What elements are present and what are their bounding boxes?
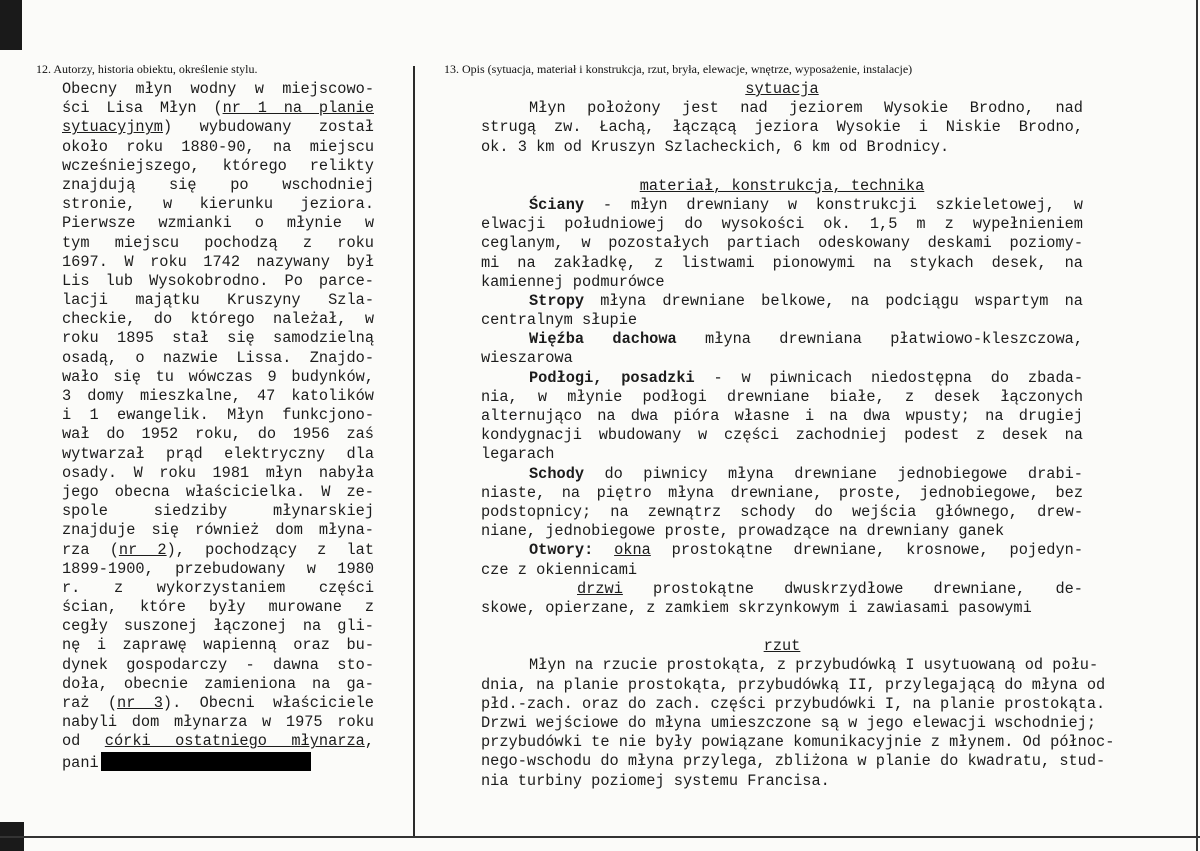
desc-line: przybudówki te nie były powiązane komunikacyjnie z młynem. Od północ- [481,733,1115,752]
desc-line: Więźba dachowa młyna drewniana płatwiowo-kleszczowa, [529,330,1084,349]
section-12-heading: 12. Autorzy, historia obiektu, określenie stylu. [36,62,258,76]
subheading-sytuacja: sytuacja [745,80,819,98]
desc-line: Młyn na rzucie prostokąta, z przybudówką I usytuowaną od połu- [529,656,1099,675]
history-line: doła, obecnie zamieniona na ga- [62,674,374,693]
desc-line: płd.-zach. oraz do zach. części przybudówki I, na planie prostokąta. [481,694,1106,713]
desc-line: mi na zakładkę, z listwami pionowymi na stykach desek, na [481,253,1083,272]
history-line: od córki ostatniego młynarza, [62,732,374,751]
history-line: osady. W roku 1981 młyn nabyła [62,463,374,482]
history-line: ścian, które były murowane z [62,598,374,617]
desc-line: centralnym słupie [481,311,638,330]
history-line: wało się tu wówczas 9 budynków, [62,367,374,386]
history-line: wał do 1952 roku, do 1956 zaś [62,425,374,444]
desc-line: kamiennej podmurówce [481,272,665,291]
history-line: wytwarzał prąd elektryczny dla [62,444,374,463]
redacted-name-block [101,752,311,771]
desc-line: podstopnicy; na zewnątrz schody do wejścia głównego, drew- [481,502,1083,521]
desc-line: Otwory: okna prostokątne drewniane, krosnowe, pojedyn- [529,541,1083,560]
history-line: 3 domy mieszkalne, 47 katolików [62,387,374,405]
scan-corner-top-left [0,0,22,50]
history-line: znajdują się po wschodniej [62,175,374,194]
desc-line: Ściany - młyn drewniany w konstrukcji szkieletowej, w [529,195,1083,214]
history-line: Pierwsze wzmianki o młynie w [62,214,374,233]
history-line: około roku 1880-90, na miejscu [62,137,374,156]
subheading-rzut: rzut [763,637,801,656]
desc-line: drzwi prostokątne dwuskrzydłowe drewniane, de- [577,579,1083,598]
desc-line: alternująco na dwa pióra własne i na dwa wpusty; na drugiej [481,407,1083,425]
history-line: 1899-1900, przebudowany w 1980 [62,559,374,578]
history-line: r. z wykorzystaniem części [62,578,374,597]
history-line: nabyli dom młynarza w 1975 roku [62,713,374,732]
frame-right-line [1196,0,1198,851]
desc-line: legarach [481,445,555,464]
history-line: spole siedziby młynarskiej [62,502,374,521]
history-line: 1697. W roku 1742 nazywany był [62,252,374,271]
history-line: raż (nr 3). Obecni właściciele [62,694,374,712]
desc-line: Drzwi wejściowe do młyna umieszczone są w jego elewacji wschodniej; [481,714,1097,732]
history-line: stronie, w kierunku jeziora. [62,195,374,214]
history-line: cegły suszonej łączonej na gli- [62,617,374,636]
description-text [481,80,1115,791]
desc-line: nia turbiny poziomej systemu Francisa. [481,771,830,790]
history-line: sytuacyjnym) wybudowany został [62,118,374,137]
section-13-heading: 13. Opis (sytuacja, materiał i konstrukcja, rzut, bryła, elewacje, wnętrze, wyposażenie, instalacje) [444,62,913,76]
history-line: lacji majątku Kruszyny Szla- [62,291,374,310]
desc-line: Stropy młyna drewniane belkowe, na podciągu wspartym na [529,291,1083,310]
history-line: dynek gospodarczy - dawna sto- [62,655,374,674]
desc-line: niane, jednobiegowe proste, prowadzące na drewniany ganek [481,522,1005,541]
history-line: Lis lub Wysokobrodno. Po parce- [62,271,374,290]
desc-line: Młyn położony jest nad jeziorem Wysokie Brodno, nad [529,99,1083,118]
history-line: Obecny młyn wodny w miejscowo- [62,80,374,98]
history-line: rza (nr 2), pochodzący z lat [62,540,374,559]
subheading-material: materiał, konstrukcja, technika [639,176,925,195]
desc-line: wieszarowa [481,349,573,368]
column-divider [413,66,415,836]
desc-line: niaste, na piętro młyna drewniane, proste, jednobiegowe, bez [481,483,1083,502]
desc-line: ok. 3 km od Kruszyn Szlacheckich, 6 km od Brodnicy. [481,137,950,156]
desc-line: nia, w młynie podłogi drewniane białe, z desek łączonych [481,387,1083,406]
desc-line: skowe, opierzane, z zamkiem skrzynkowym i zawiasami pasowymi [481,598,1032,617]
history-line: i 1 ewangelik. Młyn funkcjono- [62,406,374,425]
history-text [62,80,374,771]
desc-line: ceglanym, w pozostałych partiach odeskowany deskami poziomy- [481,234,1083,253]
desc-line: Schody do piwnicy młyna drewniane jednobiegowe drabi- [529,464,1083,483]
history-line: znajduje się również dom młyna- [62,521,374,540]
history-line: nę i zaprawę wapienną oraz bu- [62,636,374,655]
desc-line: cze z okiennicami [481,560,638,579]
history-line: pani [62,752,374,771]
history-line: ści Lisa Młyn (nr 1 na planie [62,99,374,118]
history-line: osadą, o nazwie Lissa. Znajdo- [62,348,374,367]
history-line: tym miejscu pochodzą z roku [62,233,374,252]
history-line: roku 1895 stał się samodzielną [62,329,374,348]
desc-line: strugą zw. Łachą, łączącą jeziora Wysokie i Niskie Brodno, [481,118,1083,137]
desc-line: elwacji południowej do wysokości ok. 1,5 m z wypełnieniem [481,215,1083,234]
desc-line: nego-wschodu do młyna przylega, zbliżona w planie do kwadratu, stud- [481,752,1106,771]
desc-line: dnia, na planie prostokąta, przybudówką II, przylegającą do młyna od [481,675,1106,694]
desc-line: Podłogi, posadzki - w piwnicach niedostępna do zbada- [529,368,1084,387]
history-line: wcześniejszego, którego relikty [62,156,374,175]
history-line: checkie, do którego należał, w [62,310,374,329]
frame-bottom-line [0,836,1200,838]
desc-line: kondygnacji wbudowany w części zachodniej podest z desek na [481,426,1083,445]
history-line: jego obecna właścicielka. W ze- [62,482,374,501]
